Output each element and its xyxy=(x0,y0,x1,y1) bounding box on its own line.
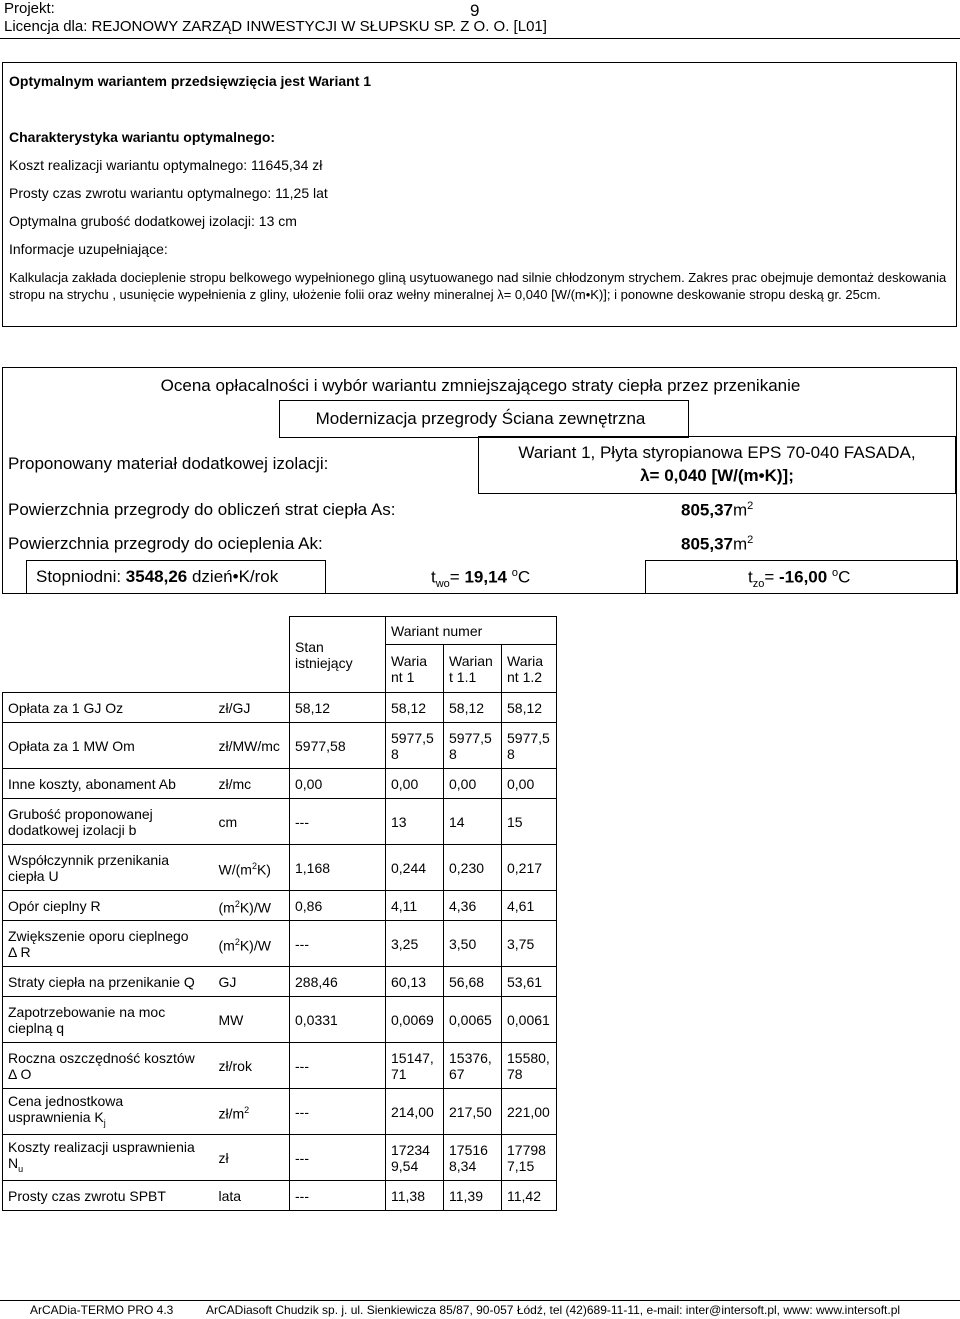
header-empty xyxy=(214,645,290,693)
row-label: Opłata za 1 GJ Oz xyxy=(3,693,214,723)
header-w1: Waria nt 1 xyxy=(386,645,444,693)
row-label: Zapotrzebowanie na moc cieplną q xyxy=(3,997,214,1043)
unit-text: W/(m xyxy=(218,861,252,878)
table-header-row xyxy=(3,617,557,645)
as-unit-sup: 2 xyxy=(747,500,754,512)
row-unit xyxy=(214,921,290,967)
page-number: 9 xyxy=(470,1,480,20)
header-wariant-numer: Wariant numer xyxy=(386,617,557,645)
results-table xyxy=(2,616,557,1211)
cell-wariant: 0,00 xyxy=(444,769,502,799)
stopniodni-value: 3548,26 xyxy=(125,567,188,586)
t-wo-eq: = xyxy=(449,567,465,587)
row-label-text: Cena jednostkowa usprawnienia K xyxy=(8,1092,124,1125)
row-unit: zł/mc xyxy=(214,769,290,799)
table-row xyxy=(3,769,557,799)
summary-box xyxy=(2,62,957,327)
cell-wariant: 14 xyxy=(444,799,502,845)
cell-stan: 0,00 xyxy=(290,769,386,799)
ak-unit: m xyxy=(733,534,748,554)
cell-stan: 0,0331 xyxy=(290,997,386,1043)
optymalna-grubosc: Optymalna grubość dodatkowej izolacji: 13 cm xyxy=(9,213,297,229)
cell-wariant: 0,0065 xyxy=(444,997,502,1043)
table-row xyxy=(3,845,557,891)
row-unit: zł/rok xyxy=(214,1043,290,1089)
row-label-sub: j xyxy=(103,1117,106,1128)
cell-wariant: 17234 9,54 xyxy=(386,1135,444,1181)
koszt-realizacji: Koszt realizacji wariantu optymalnego: 11645,34 zł xyxy=(9,157,323,173)
table-row xyxy=(3,967,557,997)
row-unit: GJ xyxy=(214,967,290,997)
table-row xyxy=(3,1043,557,1089)
row-label-text: Zwiększenie oporu cieplnego xyxy=(8,927,189,944)
row-unit xyxy=(214,1089,290,1135)
cell-wariant: 221,00 xyxy=(502,1089,557,1135)
cell-wariant: 13 xyxy=(386,799,444,845)
table-row xyxy=(3,1135,557,1181)
char-title: Charakterystyka wariantu optymalnego: xyxy=(9,129,276,145)
row-label-suffix: O xyxy=(16,1065,32,1082)
cell-wariant: 4,11 xyxy=(386,891,444,921)
cell-wariant: 0,00 xyxy=(502,769,557,799)
cell-stan: 58,12 xyxy=(290,693,386,723)
cell-stan: --- xyxy=(290,1089,386,1135)
row-label xyxy=(3,921,214,967)
unit-sup: 2 xyxy=(251,860,257,871)
table-row xyxy=(3,891,557,921)
info-paragraph: Kalkulacja zakłada docieplenie stropu belkowego wypełnionego gliną usytuowanego nad silnie chłodzonym strychem. Zakres prac obejmuje demontaż deskowania stropu na strychu , usunięcie wypełnienia z gliny, ułożenie folii oraz wełny mineralnej λ= 0,040 [W/(m•K)]; i ponowne deskowanie stropu deską gr. 25cm. xyxy=(9,270,947,302)
footer-divider xyxy=(0,1300,960,1301)
t-zo xyxy=(748,567,850,590)
t-wo-value: 19,14 xyxy=(464,567,507,587)
row-label-text: Koszty realizacji usprawnienia N xyxy=(8,1138,195,1171)
table-row xyxy=(3,997,557,1043)
row-label: Grubość proponowanej dodatkowej izolacji b xyxy=(3,799,214,845)
t-zo-deg: o xyxy=(831,567,839,579)
cell-stan: --- xyxy=(290,799,386,845)
row-label: Opłata za 1 MW Om xyxy=(3,723,214,769)
cell-wariant: 11,39 xyxy=(444,1181,502,1211)
row-label: Straty ciepła na przenikanie Q xyxy=(3,967,214,997)
cell-wariant: 217,50 xyxy=(444,1089,502,1135)
table-row xyxy=(3,921,557,967)
cell-wariant: 56,68 xyxy=(444,967,502,997)
cell-wariant: 5977,5 8 xyxy=(502,723,557,769)
stopniodni-label: Stopniodni: xyxy=(36,567,126,586)
ak-number: 805,37 xyxy=(681,534,733,554)
header-divider xyxy=(0,38,960,39)
as-number: 805,37 xyxy=(681,500,733,520)
row-unit: lata xyxy=(214,1181,290,1211)
as-value xyxy=(681,500,753,521)
delta-symbol: Δ xyxy=(8,1065,17,1082)
header-empty xyxy=(3,645,214,693)
cell-wariant: 15376, 67 xyxy=(444,1043,502,1089)
t-zo-sub: zo xyxy=(752,578,765,591)
row-label: Prosty czas zwrotu SPBT xyxy=(3,1181,214,1211)
cell-wariant: 58,12 xyxy=(502,693,557,723)
row-unit xyxy=(214,891,290,921)
cell-wariant: 4,61 xyxy=(502,891,557,921)
t-wo-deg: o xyxy=(511,567,518,579)
cell-wariant: 11,42 xyxy=(502,1181,557,1211)
cell-stan: 288,46 xyxy=(290,967,386,997)
cell-wariant: 5977,5 8 xyxy=(386,723,444,769)
czas-zwrotu: Prosty czas zwrotu wariantu optymalnego: 11,25 lat xyxy=(9,185,328,201)
cell-wariant: 0,0061 xyxy=(502,997,557,1043)
cell-wariant: 11,38 xyxy=(386,1181,444,1211)
cell-wariant: 0,217 xyxy=(502,845,557,891)
cell-wariant: 0,0069 xyxy=(386,997,444,1043)
cell-wariant: 17516 8,34 xyxy=(444,1135,502,1181)
cell-stan: --- xyxy=(290,921,386,967)
delta-symbol: Δ xyxy=(8,943,17,960)
row-unit: zł xyxy=(214,1135,290,1181)
row-label xyxy=(3,1135,214,1181)
unit-text: zł/m xyxy=(218,1105,245,1122)
cell-wariant: 53,61 xyxy=(502,967,557,997)
table-row xyxy=(3,693,557,723)
table-header-row xyxy=(3,645,557,693)
t-wo-unit: C xyxy=(517,567,531,587)
t-zo-eq: = xyxy=(764,567,780,587)
header-w12: Waria nt 1.2 xyxy=(502,645,557,693)
cell-wariant: 3,50 xyxy=(444,921,502,967)
cell-wariant: 3,25 xyxy=(386,921,444,967)
as-label: Powierzchnia przegrody do obliczeń strat ciepła As: xyxy=(8,500,396,519)
table-row xyxy=(3,1089,557,1135)
ocena-subtitle: Modernizacja przegrody Ściana zewnętrzna xyxy=(315,409,646,428)
ocena-title: Ocena opłacalności i wybór wariantu zmniejszającego straty ciepła przez przenikanie xyxy=(160,376,801,395)
info-title: Informacje uzupełniające: xyxy=(9,241,168,257)
header-stan: Stan istniejący xyxy=(290,617,386,693)
table-row xyxy=(3,799,557,845)
row-label: Inne koszty, abonament Ab xyxy=(3,769,214,799)
cell-wariant: 0,00 xyxy=(386,769,444,799)
ak-value xyxy=(681,534,753,555)
t-wo xyxy=(431,567,530,590)
stopniodni xyxy=(36,567,278,587)
unit-suffix: K)/W xyxy=(239,899,271,916)
ak-unit-sup: 2 xyxy=(747,534,754,546)
t-zo-symbol: t xyxy=(748,567,753,587)
cell-wariant: 15 xyxy=(502,799,557,845)
cell-wariant: 58,12 xyxy=(444,693,502,723)
row-unit: zł/GJ xyxy=(214,693,290,723)
header-empty xyxy=(3,617,214,645)
row-unit: cm xyxy=(214,799,290,845)
row-label xyxy=(3,1089,214,1135)
row-label-text: Roczna oszczędność kosztów xyxy=(8,1049,195,1066)
row-label-sub: u xyxy=(18,1163,24,1174)
ak-label: Powierzchnia przegrody do ocieplenia Ak: xyxy=(8,534,323,553)
row-unit xyxy=(214,845,290,891)
cell-stan: --- xyxy=(290,1135,386,1181)
cell-wariant: 15580, 78 xyxy=(502,1043,557,1089)
cell-stan: 1,168 xyxy=(290,845,386,891)
cell-stan: 5977,58 xyxy=(290,723,386,769)
row-unit: zł/MW/mc xyxy=(214,723,290,769)
cell-wariant: 15147, 71 xyxy=(386,1043,444,1089)
cell-wariant: 17798 7,15 xyxy=(502,1135,557,1181)
unit-sup: 2 xyxy=(244,1104,250,1115)
cell-wariant: 214,00 xyxy=(386,1089,444,1135)
cell-wariant: 0,244 xyxy=(386,845,444,891)
t-wo-sub: wo xyxy=(435,578,450,591)
stopniodni-unit: dzień•K/rok xyxy=(187,567,279,586)
row-label xyxy=(3,1043,214,1089)
row-label-suffix: R xyxy=(16,943,31,960)
cell-stan: --- xyxy=(290,1181,386,1211)
cell-wariant: 4,36 xyxy=(444,891,502,921)
cell-stan: 0,86 xyxy=(290,891,386,921)
t-zo-unit: C xyxy=(838,567,851,587)
unit-suffix: K) xyxy=(256,861,271,878)
t-wo-symbol: t xyxy=(431,567,436,587)
unit-sup: 2 xyxy=(234,898,240,909)
row-unit: MW xyxy=(214,997,290,1043)
table-row xyxy=(3,1181,557,1211)
header-w11: Warian t 1.1 xyxy=(444,645,502,693)
footer-app: ArCADia-TERMO PRO 4.3 xyxy=(30,1303,174,1317)
header-licencja: Licencja dla: REJONOWY ZARZĄD INWESTYCJI W SŁUPSKU SP. Z O. O. [L01] xyxy=(4,18,547,35)
unit-text: (m xyxy=(218,899,235,916)
ocena-box xyxy=(2,367,957,594)
footer-company: ArCADiasoft Chudzik sp. j. ul. Sienkiewicza 85/87, 90-057 Łódź, tel (42)689-11-11, e-mail: inter@intersoft.pl, www: www.intersoft.pl xyxy=(206,1303,901,1317)
table-row xyxy=(3,723,557,769)
cell-stan: --- xyxy=(290,1043,386,1089)
material-label: Proponowany materiał dodatkowej izolacji: xyxy=(8,454,329,473)
cell-wariant: 3,75 xyxy=(502,921,557,967)
t-zo-value: -16,00 xyxy=(779,567,828,587)
optimal-variant: Optymalnym wariantem przedsięwzięcia jest Wariant 1 xyxy=(9,73,372,89)
material-line1: Wariant 1, Płyta styropianowa EPS 70-040 FASADA, xyxy=(518,443,916,462)
cell-wariant: 0,230 xyxy=(444,845,502,891)
as-unit: m xyxy=(733,500,748,520)
material-line2: λ= 0,040 [W/(m•K)]; xyxy=(640,466,794,485)
cell-wariant: 5977,5 8 xyxy=(444,723,502,769)
header-projekt: Projekt: xyxy=(4,0,55,17)
unit-text: (m xyxy=(218,937,235,954)
unit-suffix: K)/W xyxy=(239,937,271,954)
unit-sup: 2 xyxy=(234,936,240,947)
cell-wariant: 60,13 xyxy=(386,967,444,997)
header-empty xyxy=(214,617,290,645)
cell-wariant: 58,12 xyxy=(386,693,444,723)
row-label: Współczynnik przenikania ciepła U xyxy=(3,845,214,891)
row-label: Opór cieplny R xyxy=(3,891,214,921)
